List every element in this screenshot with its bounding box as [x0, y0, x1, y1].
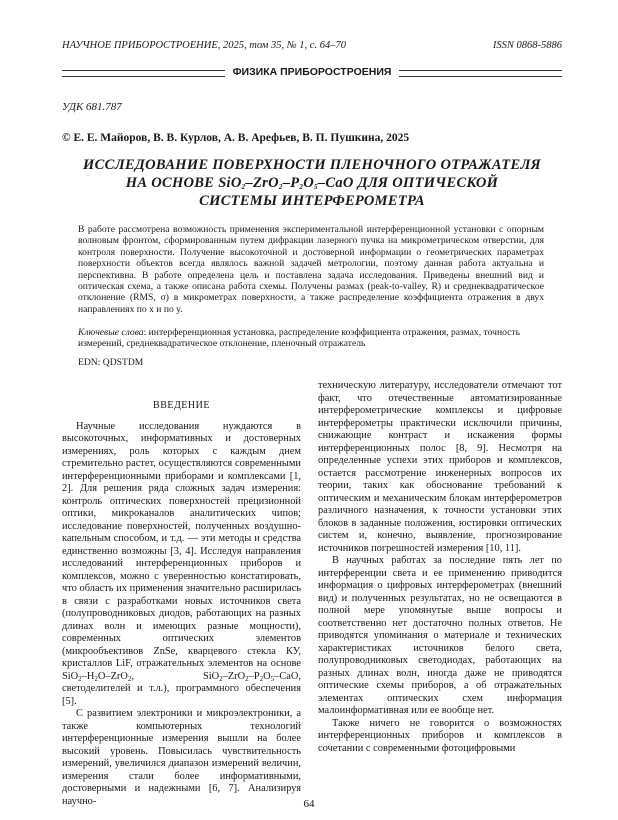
- issn: ISSN 0868-5886: [492, 40, 562, 51]
- abstract: В работе рассмотрена возможность применения экспериментальной интерференционной установки с опорным волновым фронтом, сформированным путем дифракции лазерного пучка на микрометрическом отверстии, для контроля поверхности. Получение высокоточной и достоверной информации о геометрических параметрах поверхности объектов всегда являлось важной задачей метрологии, поэтому данная работа актуальна и перспективна. В работе определена цель и поставлена задача исследования. Приведены внешний вид и оптическая схема, а также описана работа схемы. Получены размах (peak-to-valley, R) и среднеквадратическое отклонение (RMS, σ) в микрометрах поверхности, а также распределение коэффициента отражения в двух направлениях по x и по y.: [78, 224, 544, 315]
- keywords-text: : интерференционная установка, распределение коэффициента отражения, размах, точность измерений, среднеквадратическое отклонение, пленочный отражатель: [78, 327, 520, 350]
- section-rule-left: [62, 70, 225, 77]
- intro-heading: ВВЕДЕНИЕ: [153, 400, 210, 411]
- text-column-left: [62, 400, 301, 808]
- journal-citation: НАУЧНОЕ ПРИБОРОСТРОЕНИЕ, 2025, том 35, № 1, c. 64–70: [62, 40, 346, 51]
- keywords-label: Ключевые слова: [78, 327, 144, 338]
- section-bar: [62, 66, 562, 78]
- paragraph: Также ничего не говорится о возможностях интерференционных приборов и комплексов в сочетании с современными фотоцифровыми: [318, 717, 562, 754]
- text-column-right: [318, 380, 562, 755]
- paragraph: техническую литературу, исследователи отмечают тот факт, что отечественные автоматизированные интерферометрические комплексы и цифровые интерферометры практически исключили причины, снижающие контраст и искажения формы интерференционных полос [8, 9]. Несмотря на определенные успехи этих приборов и комплексов, остается рассмотрение инженерных вопросов их теории, таких как обоснование требований к оптическим и механическим блокам интерферометров различного назначения, к точности установки этих блоков в заданные положения, юстировки оптических систем и, конечно, выявление, прогнозирование источников погрешностей измерения [10, 11].: [318, 380, 562, 554]
- keywords: [78, 327, 544, 350]
- section-title: ФИЗИКА ПРИБОРОСТРОЕНИЯ: [232, 66, 392, 78]
- paragraph: В научных работах за последние пять лет по интерференции света и ее применению приводится информация о цифровых интерферометрах (внешний вид) и полученных результатах, но не освещаются в полной мере упомянутые выше вопросы и соответственно нет достаточно полных ответов. Не приводятся упоминания о материале и технических характеристиках источников белого света, полупроводниковых светодиодах, работающих на разных длинах волн, иногда даже не приводятся оптические схемы приборов, а об отражательных элементах оптических схем информация малоинформативная или ее вообще нет.: [318, 555, 562, 716]
- title-line-1: ИССЛЕДОВАНИЕ ПОВЕРХНОСТИ ПЛЕНОЧНОГО ОТРАЖАТЕЛЯ: [83, 157, 541, 173]
- section-rule-right: [399, 70, 562, 77]
- title-line-3: СИСТЕМЫ ИНТЕРФЕРОМЕТРА: [199, 193, 425, 209]
- title-formula: $SiO_2-ZrO_2-P_2O_5$–CaO: [218, 175, 354, 191]
- edn-code: EDN: QDSTDM: [78, 357, 144, 368]
- title-line-2: НА ОСНОВЕ $SiO_2-ZrO_2-P_2O_5$–CaO ДЛЯ ОПТИЧЕСКОЙ: [125, 175, 499, 191]
- paragraph: С развитием электроники и микроэлектроники, а также компьютерных технологий интерференционные измерения вышли на более высокий уровень. Повысилась чувствительность измерений, увеличился диапазон измерений величин, измерения стали более информативными, достоверными и надежными [6, 7]. Анализируя научно-: [62, 708, 301, 807]
- article-title: [62, 156, 562, 210]
- authors: © Е. Е. Майоров, В. В. Курлов, А. В. Арефьев, В. П. Пушкина, 2025: [62, 132, 410, 144]
- udk-code: УДК 681.787: [62, 101, 122, 113]
- paragraph: Научные исследования нуждаются в высокоточных, информативных и достоверных измерениях, роль которых с каждым днем стремительно растет, осуществляются современными интерференционными приборами и комплексами [1, 2]. Для решения ряда сложных задач измерения: контроль оптических поверхностей прецизионной оптики, микроканалов аналитических чипов; исследование поверхностей, полученных воздушно-капельным способом, и т.д. — эти методы и средства единственно возможны [3, 4]. Исследуя направления исследований интерференционных приборов и комплексов, можно с уверенностью констатировать, что область их применения значительно расширилась в связи с разработками новых источников света (полупроводниковых диодов, работающих на разных длинах волн и имеющих разные мощности), современных оптических элементов (микрообъективов ZnSe, кварцевого стекла КУ, кристаллов LiF, отражательных элементов на основе $SiO_2-H_2O-ZrO_2$, $SiO_2-ZrO_2-P_2O_5$–CaO, светоделителей и т.л.), программного обеспечения [5].: [62, 420, 301, 707]
- running-header: [62, 40, 562, 51]
- page-number: 64: [303, 798, 315, 810]
